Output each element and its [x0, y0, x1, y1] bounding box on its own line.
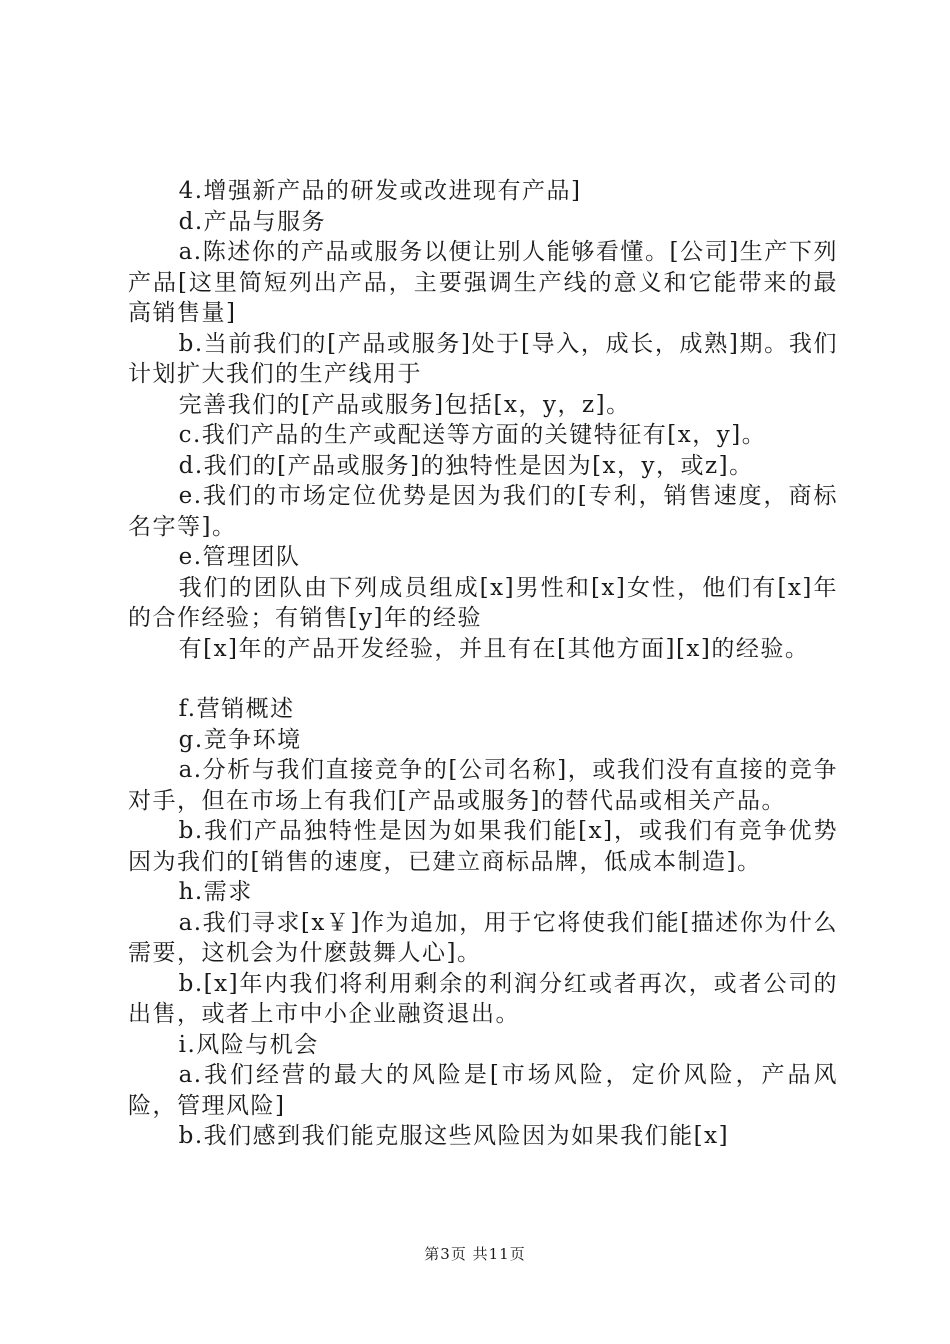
paragraph: 我们的团队由下列成员组成[x]男性和[x]女性，他们有[x]年的合作经验；有销售[y]年的经验 [128, 574, 838, 631]
paragraph: b.当前我们的[产品或服务]处于[导入，成长，成熟]期。我们计划扩大我们的生产线用于 [128, 330, 838, 387]
paragraph: a.我们寻求[x￥]作为追加，用于它将使我们能[描述你为什么需要，这机会为什麽鼓舞人心]。 [128, 909, 838, 966]
paragraph: a.分析与我们直接竞争的[公司名称]，或我们没有直接的竞争对手，但在市场上有我们[产品或服务]的替代品或相关产品。 [128, 757, 838, 814]
paragraph: a.陈述你的产品或服务以便让别人能够看懂。[公司]生产下列产品[这里简短列出产品，主要强调生产线的意义和它能带来的最高销售量] [128, 239, 838, 326]
section-heading: e.管理团队 [178, 544, 301, 570]
paragraph: d.我们的[产品或服务]的独特性是因为[x，y，或z]。 [178, 452, 754, 479]
paragraph: a.我们经营的最大的风险是[市场风险，定价风险，产品风险，管理风险] [128, 1062, 838, 1119]
paragraph: 4.增强新产品的研发或改进现有产品] [178, 178, 582, 204]
blank-line [128, 664, 838, 694]
section-heading: f.营销概述 [178, 696, 295, 722]
paragraph: c.我们产品的生产或配送等方面的关键特征有[x，y]。 [178, 422, 767, 448]
paragraph: b.[x]年内我们将利用剩余的利润分红或者再次，或者公司的出售，或者上市中小企业融资退出。 [128, 970, 838, 1027]
section-heading: g.竞争环境 [178, 726, 302, 753]
page-footer: 第3页 共11页 [424, 1245, 526, 1263]
section-heading: i.风险与机会 [178, 1031, 319, 1058]
document-body [128, 176, 838, 1152]
section-heading: h.需求 [178, 879, 253, 905]
paragraph: e.我们的市场定位优势是因为我们的[专利，销售速度，商标名字等]。 [128, 483, 838, 540]
paragraph: 完善我们的[产品或服务]包括[x，y，z]。 [178, 391, 631, 418]
paragraph: b.我们感到我们能克服这些风险因为如果我们能[x] [178, 1123, 730, 1149]
paragraph: b.我们产品独特性是因为如果我们能[x]，或我们有竞争优势因为我们的[销售的速度，已建立商标品牌，低成本制造]。 [128, 818, 838, 875]
paragraph: 有[x]年的产品开发经验，并且有在[其他方面][x]的经验。 [178, 635, 810, 662]
section-heading: d.产品与服务 [178, 208, 327, 235]
